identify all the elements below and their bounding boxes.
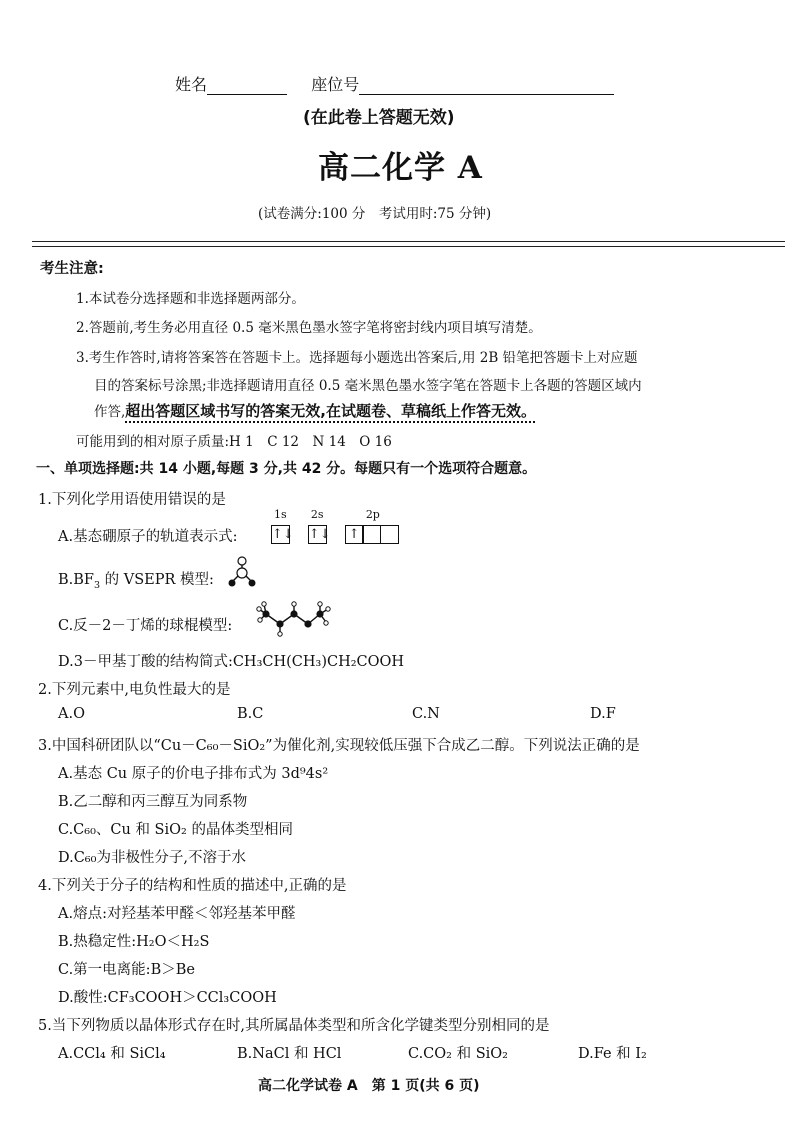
q5-option-c: C.CO₂ 和 SiO₂ xyxy=(408,1046,508,1062)
q1-option-b xyxy=(58,568,214,591)
notice-item-3-cont: 目的答案标号涂黑;非选择题请用直径 0.5 毫米黑色墨水签字笔在答题卡上各题的答题区域内 xyxy=(94,378,642,394)
q2-option-a: A.O xyxy=(58,706,85,722)
q4-stem: 4.下列关于分子的结构和性质的描述中,正确的是 xyxy=(38,878,347,894)
divider-bottom xyxy=(32,246,785,247)
page-title: 高二化学 A xyxy=(318,150,483,186)
orbital-1s xyxy=(271,508,294,544)
exam-meta: (试卷满分:100 分 考试用时:75 分钟) xyxy=(258,206,492,222)
q4-option-a: A.熔点:对羟基苯甲醛＜邻羟基苯甲醛 xyxy=(58,906,296,922)
divider-top xyxy=(32,241,785,242)
orbital-1s-label: 1s xyxy=(274,508,287,521)
invalid-note: (在此卷上答题无效) xyxy=(303,108,455,128)
orbital-box: ↑ xyxy=(345,525,364,544)
notice-emphasis: 超出答题区域书写的答案无效,在试题卷、草稿纸上作答无效。 xyxy=(125,402,536,420)
orbital-2p-label: 2p xyxy=(365,508,380,521)
q1-option-c: C.反－2－丁烯的球棍模型: xyxy=(58,618,233,634)
page-footer: 高二化学试卷 A 第 1 页(共 6 页) xyxy=(258,1078,480,1094)
q1-option-d: D.3－甲基丁酸的结构简式:CH₃CH(CH₃)CH₂COOH xyxy=(58,654,405,670)
notice-item-2: 2.答题前,考生务必用直径 0.5 毫米黑色墨水签字笔将密封线内项目填写清楚。 xyxy=(76,320,542,336)
ball-stick-model-image xyxy=(254,600,332,638)
q4-option-d: D.酸性:CF₃COOH＞CCl₃COOH xyxy=(58,990,277,1006)
q5-option-a: A.CCl₄ 和 SiCl₄ xyxy=(58,1046,166,1062)
q2-stem: 2.下列元素中,电负性最大的是 xyxy=(38,682,231,698)
q2-option-b: B.C xyxy=(237,706,264,722)
q1-stem: 1.下列化学用语使用错误的是 xyxy=(38,492,226,508)
q1-option-b-sub: 3 xyxy=(93,579,101,591)
q3-option-c: C.C₆₀、Cu 和 SiO₂ 的晶体类型相同 xyxy=(58,822,293,838)
notice-item-1: 1.本试卷分选择题和非选择题两部分。 xyxy=(76,291,305,307)
q3-stem: 3.中国科研团队以“Cu－C₆₀－SiO₂”为催化剂,实现较低压强下合成乙二醇。下列说法正确的是 xyxy=(38,738,640,754)
q1-option-a xyxy=(58,525,237,546)
orbital-box: ↑↓ xyxy=(308,527,331,542)
orbital-2p xyxy=(346,508,399,544)
q2-option-c: C.N xyxy=(412,706,440,722)
q5-option-b: B.NaCl 和 HCl xyxy=(237,1046,342,1062)
seat-label: 座位号 xyxy=(311,75,360,94)
orbital-box-empty xyxy=(380,525,399,544)
q3-option-b: B.乙二醇和丙三醇互为同系物 xyxy=(58,794,248,810)
seat-blank xyxy=(359,76,614,95)
notice-item-3-end xyxy=(94,400,536,421)
name-field xyxy=(175,72,614,95)
q5-option-d: D.Fe 和 I₂ xyxy=(578,1046,647,1062)
q3-option-d: D.C₆₀为非极性分子,不溶于水 xyxy=(58,850,247,866)
q4-option-c: C.第一电离能:B＞Be xyxy=(58,962,195,978)
notice-heading: 考生注意: xyxy=(40,261,104,277)
section-heading: 一、单项选择题:共 14 小题,每题 3 分,共 42 分。每题只有一个选项符合题意。 xyxy=(36,461,537,477)
orbital-2s xyxy=(308,508,331,544)
atomic-masses: 可能用到的相对原子质量:H 1 C 12 N 14 O 16 xyxy=(76,434,392,450)
boron-orbital-diagram xyxy=(271,508,399,544)
notice-item-3-prefix: 作答, xyxy=(94,404,126,420)
q2-option-d: D.F xyxy=(590,706,616,722)
q1-option-a-text: A.基态硼原子的轨道表示式: xyxy=(58,529,238,545)
notice-item-3: 3.考生作答时,请将答案答在答题卡上。选择题每小题选出答案后,用 2B 铅笔把答题卡上对应题 xyxy=(76,350,638,366)
vsepr-model-image xyxy=(226,556,258,592)
name-blank xyxy=(207,76,287,95)
orbital-2s-label: 2s xyxy=(310,508,324,521)
q3-option-a: A.基态 Cu 原子的价电子排布式为 3d⁹4s² xyxy=(58,766,329,782)
q4-option-b: B.热稳定性:H₂O＜H₂S xyxy=(58,934,210,950)
orbital-box-empty xyxy=(362,525,381,544)
orbital-box: ↑↓ xyxy=(271,527,294,542)
q1-option-b-prefix: B.BF xyxy=(58,572,94,588)
q5-stem: 5.当下列物质以晶体形式存在时,其所属晶体类型和所含化学键类型分别相同的是 xyxy=(38,1018,550,1034)
name-label: 姓名 xyxy=(175,75,208,94)
q1-option-b-suffix: 的 VSEPR 模型: xyxy=(100,572,214,588)
